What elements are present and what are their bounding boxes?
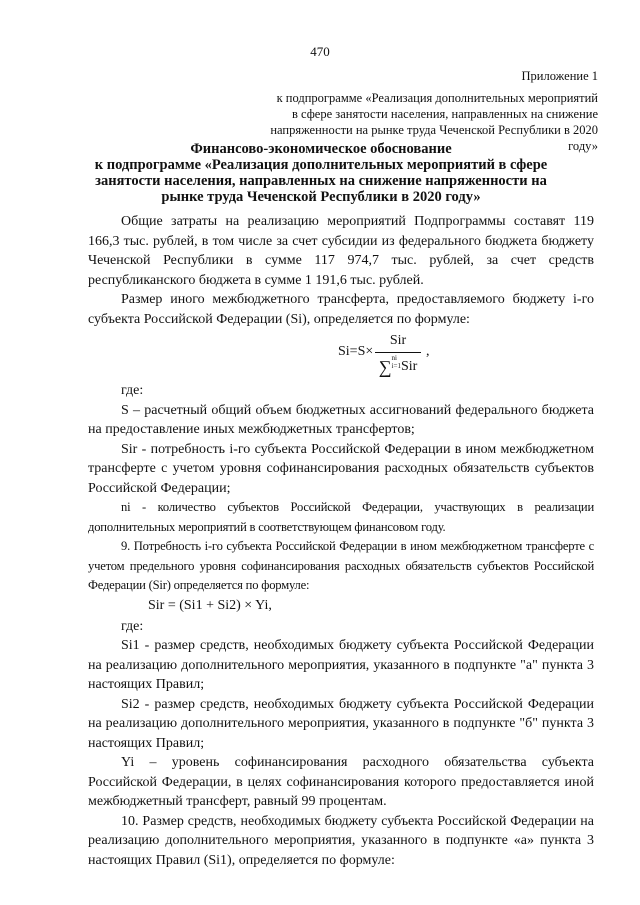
appendix-line: к подпрограмме «Реализация дополнительных мероприятий xyxy=(276,91,598,105)
formula-si-denominator: ∑ni i=1Sir xyxy=(378,353,418,377)
heading-line: к подпрограмме «Реализация дополнительных мероприятий в сфере xyxy=(94,157,548,173)
appendix-line: напряженности на рынке труда Чеченской Республики в 2020 году» xyxy=(270,123,598,153)
appendix-title: Приложение 1 xyxy=(521,69,598,83)
formula-sir: Sir = (Si1 + Si2) × Yi, xyxy=(148,597,272,613)
heading-line: Финансово-экономическое обоснование xyxy=(190,141,452,157)
paragraph-total-costs: Общие затраты на реализацию мероприятий Подпрограммы составят 119 166,3 тыс. рублей, в том числе за счет субсидии из федерального бюджета бюджету Чеченской Республики в сумме 117 974,7 тыс. рублей, за счет средств республиканского бюджета в сумме 1 191,6 тыс. рублей. xyxy=(88,214,594,288)
formula-si-comma: , xyxy=(426,344,430,359)
paragraph-need: 9. Потребность i-го субъекта Российской Федерации в ином межбюджетном трансферте с учетом предельного уровня софинансирования расходных обязательств субъектов Российской Федерации (Sir) определяется по формуле: xyxy=(88,539,594,592)
definition-si2: Si2 - размер средств, необходимых бюджету субъекта Российской Федерации на реализацию дополнительного мероприятия, указанного в подпункте "б" пункта 3 настоящих Правил; xyxy=(88,696,594,751)
formula-si xyxy=(88,329,594,381)
sum-limits: ni i=1 xyxy=(391,353,401,370)
formula-si-numerator: Sir xyxy=(375,331,421,353)
where-label: где: xyxy=(121,618,144,634)
heading-line: занятости населения, направленных на снижение напряженности на xyxy=(95,173,547,189)
where-label: где: xyxy=(121,383,144,398)
definition-yi: Yi – уровень софинансирования расходного обязательства субъекта Российской Федерации, в целях софинансирования которого предоставляется иной межбюджетный трансферт, равный 99 процентам. xyxy=(88,755,594,809)
definition-sir: Sir - потребность i-го субъекта Российской Федерации в ином межбюджетном трансферте с учетом уровня софинансирования расходных обязательств субъектов Российской Федерации; xyxy=(88,441,594,496)
formula-si-left: Si=S× xyxy=(338,344,374,359)
definition-si1: Si1 - размер средств, необходимых бюджету субъекта Российской Федерации на реализацию дополнительного мероприятия, указанного в подпункте "а" пункта 3 настоящих Правил; xyxy=(88,638,594,692)
definition-ni: ni - количество субъектов Российской Федерации, участвующих в реализации дополнительных мероприятий в соответствующем финансовом году. xyxy=(88,500,594,534)
appendix-line: в сфере занятости населения, направленных на снижение xyxy=(291,107,598,121)
paragraph-transfer-size: Размер иного межбюджетного трансферта, предоставляемого бюджету i-го субъекта Российской Федерации (Si), определяется по формуле: xyxy=(88,292,594,327)
document-heading xyxy=(86,141,556,205)
document-body xyxy=(88,212,594,870)
formula-si-fraction xyxy=(375,331,421,377)
sum-sign-icon: ∑ xyxy=(378,356,392,377)
heading-line: рынке труда Чеченской Республики в 2020 году» xyxy=(161,189,481,205)
paragraph-funds-size: 10. Размер средств, необходимых бюджету субъекта Российской Федерации на реализацию дополнительного мероприятия, указанного в подпункте «а» пункта 3 настоящих Правил (Si1), определяется по формуле: xyxy=(88,813,594,868)
definition-s: S – расчетный общий объем бюджетных ассигнований федерального бюджета на предоставление иных межбюджетных трансфертов; xyxy=(88,402,594,437)
page-number: 470 xyxy=(310,44,330,59)
